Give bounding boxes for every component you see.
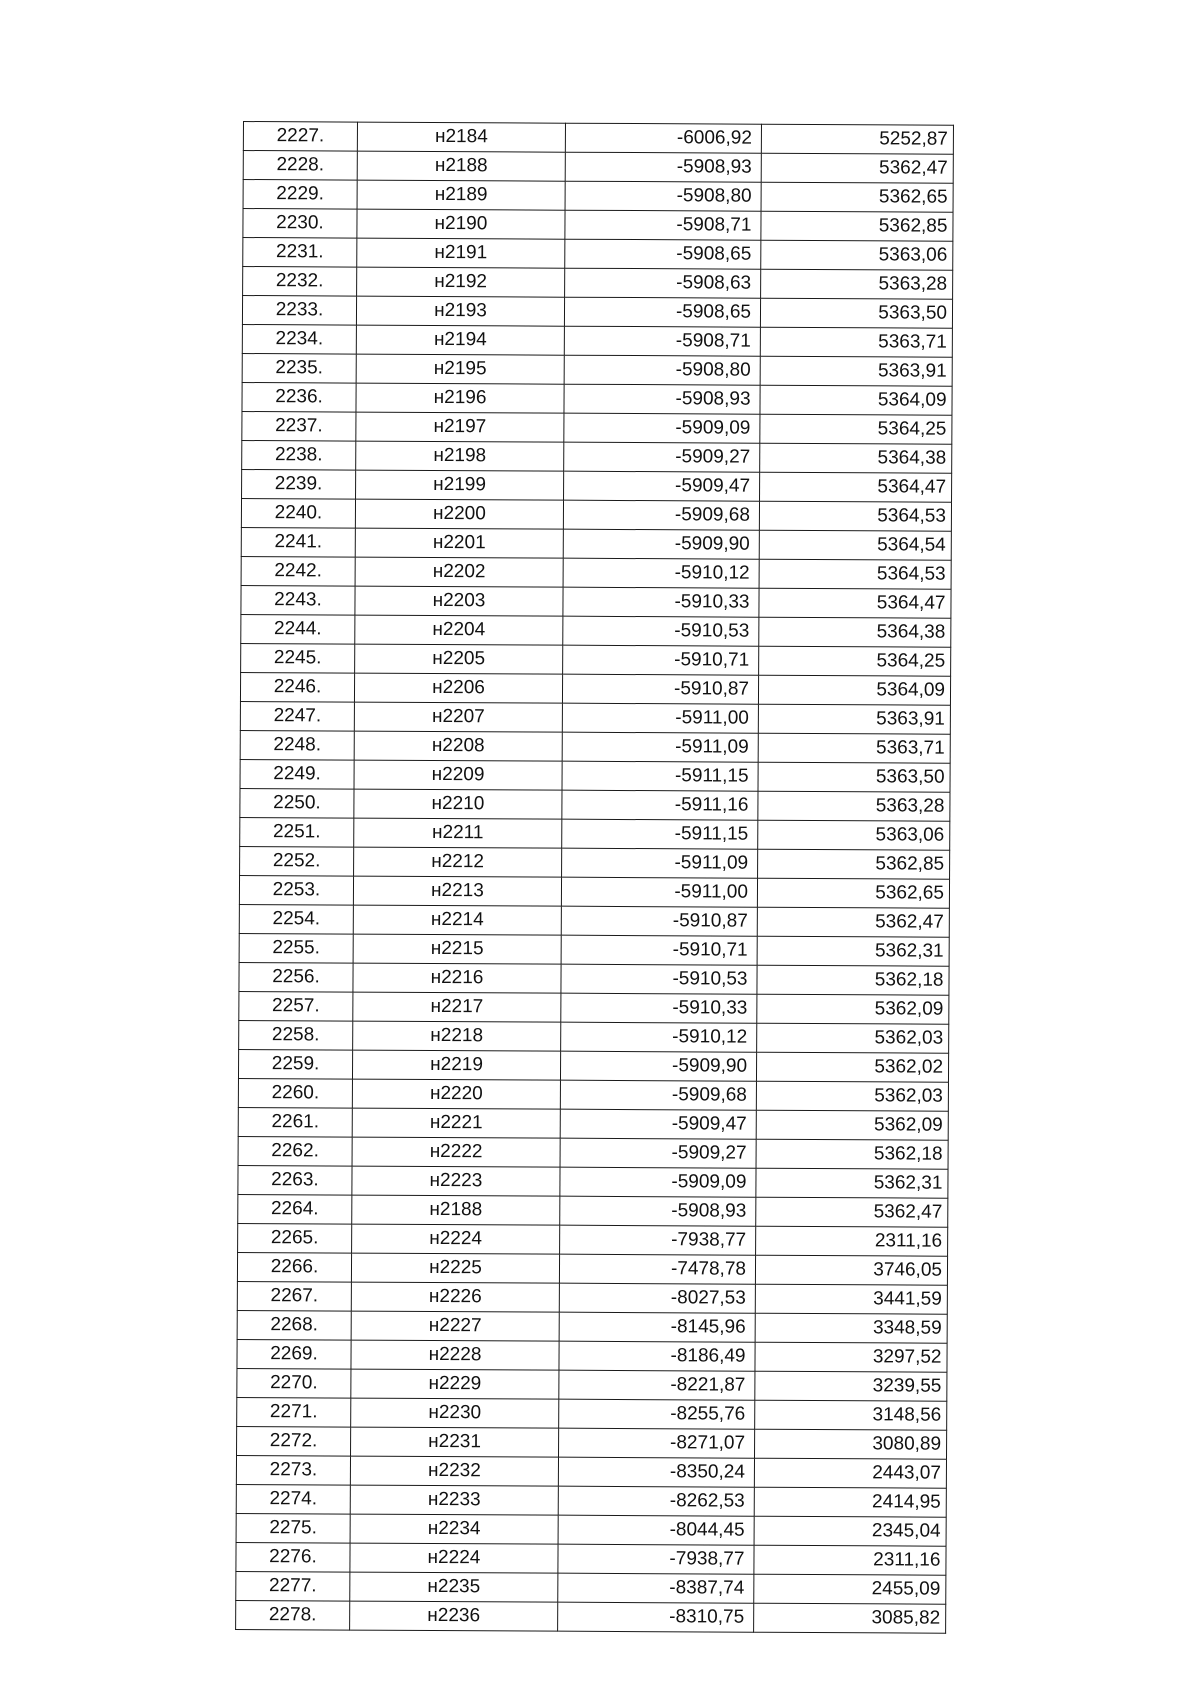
point-name-cell: н2233 bbox=[350, 1485, 558, 1515]
row-number-cell: 2231. bbox=[243, 238, 357, 268]
x-coordinate-cell: -5910,87 bbox=[562, 674, 758, 704]
x-coordinate-cell: -5909,09 bbox=[564, 413, 760, 443]
y-coordinate-cell: 5362,85 bbox=[758, 849, 950, 879]
x-coordinate-cell: -5910,12 bbox=[561, 1022, 757, 1052]
row-number-cell: 2257. bbox=[239, 991, 353, 1021]
point-name-cell: н2236 bbox=[350, 1601, 558, 1631]
row-number-cell: 2229. bbox=[243, 180, 357, 210]
row-number-cell: 2274. bbox=[236, 1484, 350, 1514]
coordinates-table-body bbox=[236, 122, 954, 1634]
y-coordinate-cell: 3148,56 bbox=[755, 1400, 947, 1430]
row-number-cell: 2230. bbox=[243, 209, 357, 239]
table-row bbox=[239, 904, 949, 937]
point-name-cell: н2232 bbox=[350, 1456, 558, 1486]
y-coordinate-cell: 5362,09 bbox=[756, 1110, 948, 1140]
x-coordinate-cell: -5908,80 bbox=[564, 355, 760, 385]
table-row bbox=[238, 1194, 948, 1227]
row-number-cell: 2268. bbox=[237, 1310, 351, 1340]
table-row bbox=[237, 1339, 947, 1372]
point-name-cell: н2224 bbox=[352, 1224, 560, 1254]
row-number-cell: 2262. bbox=[238, 1136, 352, 1166]
x-coordinate-cell: -8350,24 bbox=[558, 1457, 754, 1487]
table-row bbox=[238, 1049, 948, 1082]
row-number-cell: 2253. bbox=[239, 875, 353, 905]
y-coordinate-cell: 5362,65 bbox=[757, 878, 949, 908]
x-coordinate-cell: -5910,71 bbox=[561, 935, 757, 965]
table-row bbox=[239, 933, 949, 966]
row-number-cell: 2244. bbox=[241, 614, 355, 644]
x-coordinate-cell: -7478,78 bbox=[559, 1254, 755, 1284]
table-row bbox=[237, 1397, 947, 1430]
point-name-cell: н2215 bbox=[353, 934, 561, 964]
x-coordinate-cell: -5910,53 bbox=[561, 964, 757, 994]
table-row bbox=[240, 701, 950, 734]
table-row bbox=[236, 1542, 946, 1575]
y-coordinate-cell: 5362,31 bbox=[756, 1168, 948, 1198]
row-number-cell: 2258. bbox=[239, 1020, 353, 1050]
y-coordinate-cell: 5362,47 bbox=[761, 153, 953, 183]
row-number-cell: 2232. bbox=[243, 267, 357, 297]
point-name-cell: н2214 bbox=[353, 905, 561, 935]
y-coordinate-cell: 3085,82 bbox=[754, 1603, 946, 1633]
y-coordinate-cell: 5362,02 bbox=[756, 1052, 948, 1082]
table-row bbox=[238, 1078, 948, 1111]
row-number-cell: 2272. bbox=[237, 1426, 351, 1456]
y-coordinate-cell: 3441,59 bbox=[755, 1284, 947, 1314]
point-name-cell: н2197 bbox=[356, 412, 564, 442]
table-row bbox=[237, 1281, 947, 1314]
point-name-cell: н2203 bbox=[355, 586, 563, 616]
x-coordinate-cell: -8387,74 bbox=[558, 1573, 754, 1603]
row-number-cell: 2266. bbox=[237, 1252, 351, 1282]
table-row bbox=[242, 296, 952, 329]
x-coordinate-cell: -8271,07 bbox=[559, 1428, 755, 1458]
row-number-cell: 2267. bbox=[237, 1281, 351, 1311]
table-row bbox=[240, 846, 950, 879]
point-name-cell: н2226 bbox=[351, 1282, 559, 1312]
row-number-cell: 2235. bbox=[242, 353, 356, 383]
x-coordinate-cell: -5911,09 bbox=[562, 848, 758, 878]
row-number-cell: 2238. bbox=[242, 440, 356, 470]
x-coordinate-cell: -8255,76 bbox=[559, 1399, 755, 1429]
row-number-cell: 2251. bbox=[240, 817, 354, 847]
x-coordinate-cell: -5909,27 bbox=[564, 442, 760, 472]
table-row bbox=[240, 730, 950, 763]
y-coordinate-cell: 5362,65 bbox=[761, 182, 953, 212]
y-coordinate-cell: 5364,25 bbox=[760, 414, 952, 444]
row-number-cell: 2237. bbox=[242, 411, 356, 441]
y-coordinate-cell: 5363,06 bbox=[761, 240, 953, 270]
table-row bbox=[236, 1600, 946, 1633]
table-row bbox=[237, 1426, 947, 1459]
x-coordinate-cell: -5908,93 bbox=[560, 1196, 756, 1226]
y-coordinate-cell: 3746,05 bbox=[755, 1255, 947, 1285]
point-name-cell: н2230 bbox=[351, 1398, 559, 1428]
table-row bbox=[237, 1252, 947, 1285]
row-number-cell: 2234. bbox=[242, 324, 356, 354]
row-number-cell: 2273. bbox=[236, 1455, 350, 1485]
y-coordinate-cell: 5362,47 bbox=[757, 907, 949, 937]
row-number-cell: 2269. bbox=[237, 1339, 351, 1369]
x-coordinate-cell: -7938,77 bbox=[558, 1544, 754, 1574]
point-name-cell: н2234 bbox=[350, 1514, 558, 1544]
x-coordinate-cell: -5911,15 bbox=[562, 819, 758, 849]
x-coordinate-cell: -5908,93 bbox=[565, 152, 761, 182]
row-number-cell: 2240. bbox=[241, 498, 355, 528]
table-row bbox=[239, 875, 949, 908]
table-row bbox=[240, 817, 950, 850]
point-name-cell: н2223 bbox=[352, 1166, 560, 1196]
y-coordinate-cell: 5363,91 bbox=[760, 356, 952, 386]
y-coordinate-cell: 5363,28 bbox=[761, 269, 953, 299]
table-row bbox=[242, 324, 952, 357]
point-name-cell: н2221 bbox=[352, 1108, 560, 1138]
table-row bbox=[238, 1223, 948, 1256]
point-name-cell: н2200 bbox=[355, 499, 563, 529]
point-name-cell: н2216 bbox=[353, 963, 561, 993]
point-name-cell: н2235 bbox=[350, 1572, 558, 1602]
row-number-cell: 2276. bbox=[236, 1542, 350, 1572]
table-row bbox=[240, 672, 950, 705]
row-number-cell: 2275. bbox=[236, 1513, 350, 1543]
row-number-cell: 2242. bbox=[241, 556, 355, 586]
row-number-cell: 2265. bbox=[238, 1223, 352, 1253]
y-coordinate-cell: 5362,31 bbox=[757, 936, 949, 966]
row-number-cell: 2228. bbox=[243, 151, 357, 181]
y-coordinate-cell: 2311,16 bbox=[754, 1545, 946, 1575]
row-number-cell: 2239. bbox=[242, 469, 356, 499]
x-coordinate-cell: -5910,87 bbox=[561, 906, 757, 936]
y-coordinate-cell: 5364,09 bbox=[760, 385, 952, 415]
table-row bbox=[240, 788, 950, 821]
table-row bbox=[241, 556, 951, 589]
point-name-cell: н2224 bbox=[350, 1543, 558, 1573]
row-number-cell: 2263. bbox=[238, 1165, 352, 1195]
x-coordinate-cell: -5910,71 bbox=[563, 645, 759, 675]
table-row bbox=[241, 585, 951, 618]
table-row bbox=[236, 1484, 946, 1517]
table-row bbox=[241, 527, 951, 560]
table-row bbox=[239, 1020, 949, 1053]
y-coordinate-cell: 5364,38 bbox=[760, 443, 952, 473]
table-row bbox=[239, 962, 949, 995]
point-name-cell: н2227 bbox=[351, 1311, 559, 1341]
point-name-cell: н2213 bbox=[353, 876, 561, 906]
y-coordinate-cell: 5362,18 bbox=[757, 965, 949, 995]
row-number-cell: 2227. bbox=[243, 122, 357, 152]
row-number-cell: 2241. bbox=[241, 527, 355, 557]
y-coordinate-cell: 5362,03 bbox=[756, 1081, 948, 1111]
table-row bbox=[238, 1165, 948, 1198]
point-name-cell: н2196 bbox=[356, 383, 564, 413]
point-name-cell: н2192 bbox=[357, 267, 565, 297]
point-name-cell: н2228 bbox=[351, 1340, 559, 1370]
table-row bbox=[240, 759, 950, 792]
table-row bbox=[242, 353, 952, 386]
x-coordinate-cell: -5909,68 bbox=[560, 1080, 756, 1110]
y-coordinate-cell: 3239,55 bbox=[755, 1371, 947, 1401]
y-coordinate-cell: 5363,71 bbox=[758, 733, 950, 763]
table-row bbox=[243, 209, 953, 242]
y-coordinate-cell: 5364,09 bbox=[758, 675, 950, 705]
x-coordinate-cell: -5911,15 bbox=[562, 761, 758, 791]
point-name-cell: н2231 bbox=[351, 1427, 559, 1457]
table-row bbox=[241, 643, 951, 676]
row-number-cell: 2260. bbox=[238, 1078, 352, 1108]
point-name-cell: н2202 bbox=[355, 557, 563, 587]
y-coordinate-cell: 5363,91 bbox=[758, 704, 950, 734]
row-number-cell: 2277. bbox=[236, 1571, 350, 1601]
point-name-cell: н2229 bbox=[351, 1369, 559, 1399]
table-row bbox=[241, 614, 951, 647]
table-row bbox=[237, 1368, 947, 1401]
point-name-cell: н2207 bbox=[354, 702, 562, 732]
x-coordinate-cell: -5909,47 bbox=[564, 471, 760, 501]
y-coordinate-cell: 5362,03 bbox=[757, 1023, 949, 1053]
x-coordinate-cell: -8145,96 bbox=[559, 1312, 755, 1342]
point-name-cell: н2204 bbox=[355, 615, 563, 645]
table-row bbox=[239, 991, 949, 1024]
point-name-cell: н2201 bbox=[355, 528, 563, 558]
point-name-cell: н2190 bbox=[357, 209, 565, 239]
table-row bbox=[236, 1571, 946, 1604]
point-name-cell: н2209 bbox=[354, 760, 562, 790]
x-coordinate-cell: -8310,75 bbox=[558, 1602, 754, 1632]
row-number-cell: 2255. bbox=[239, 933, 353, 963]
y-coordinate-cell: 5362,85 bbox=[761, 211, 953, 241]
y-coordinate-cell: 2414,95 bbox=[754, 1487, 946, 1517]
table-row bbox=[242, 382, 952, 415]
x-coordinate-cell: -5909,90 bbox=[560, 1051, 756, 1081]
table-row bbox=[243, 151, 953, 184]
y-coordinate-cell: 2311,16 bbox=[756, 1226, 948, 1256]
point-name-cell: н2222 bbox=[352, 1137, 560, 1167]
table-row bbox=[238, 1136, 948, 1169]
x-coordinate-cell: -5910,12 bbox=[563, 558, 759, 588]
x-coordinate-cell: -8027,53 bbox=[559, 1283, 755, 1313]
row-number-cell: 2243. bbox=[241, 585, 355, 615]
table-row bbox=[243, 267, 953, 300]
x-coordinate-cell: -5910,33 bbox=[563, 587, 759, 617]
point-name-cell: н2220 bbox=[352, 1079, 560, 1109]
y-coordinate-cell: 3080,89 bbox=[755, 1429, 947, 1459]
x-coordinate-cell: -5908,80 bbox=[565, 181, 761, 211]
table-row bbox=[236, 1455, 946, 1488]
y-coordinate-cell: 2443,07 bbox=[754, 1458, 946, 1488]
row-number-cell: 2247. bbox=[240, 701, 354, 731]
table-row bbox=[242, 411, 952, 444]
x-coordinate-cell: -5909,90 bbox=[563, 529, 759, 559]
y-coordinate-cell: 2455,09 bbox=[754, 1574, 946, 1604]
point-name-cell: н2194 bbox=[356, 325, 564, 355]
x-coordinate-cell: -5909,09 bbox=[560, 1167, 756, 1197]
x-coordinate-cell: -6006,92 bbox=[565, 123, 761, 153]
x-coordinate-cell: -5911,16 bbox=[562, 790, 758, 820]
x-coordinate-cell: -8221,87 bbox=[559, 1370, 755, 1400]
y-coordinate-cell: 5363,28 bbox=[758, 791, 950, 821]
table-row bbox=[242, 469, 952, 502]
table-row bbox=[238, 1107, 948, 1140]
x-coordinate-cell: -5911,09 bbox=[562, 732, 758, 762]
point-name-cell: н2212 bbox=[354, 847, 562, 877]
table-row bbox=[243, 238, 953, 271]
row-number-cell: 2271. bbox=[237, 1397, 351, 1427]
x-coordinate-cell: -5911,00 bbox=[562, 703, 758, 733]
point-name-cell: н2218 bbox=[353, 1021, 561, 1051]
x-coordinate-cell: -5909,47 bbox=[560, 1109, 756, 1139]
coordinates-table bbox=[235, 121, 954, 1634]
x-coordinate-cell: -8044,45 bbox=[558, 1515, 754, 1545]
y-coordinate-cell: 5364,25 bbox=[759, 646, 951, 676]
y-coordinate-cell: 3297,52 bbox=[755, 1342, 947, 1372]
y-coordinate-cell: 5363,71 bbox=[760, 327, 952, 357]
point-name-cell: н2195 bbox=[356, 354, 564, 384]
x-coordinate-cell: -7938,77 bbox=[560, 1225, 756, 1255]
y-coordinate-cell: 5364,53 bbox=[759, 501, 951, 531]
row-number-cell: 2250. bbox=[240, 788, 354, 818]
x-coordinate-cell: -5908,65 bbox=[564, 297, 760, 327]
point-name-cell: н2208 bbox=[354, 731, 562, 761]
table-row bbox=[243, 122, 953, 155]
table-row bbox=[236, 1513, 946, 1546]
point-name-cell: н2188 bbox=[357, 151, 565, 181]
point-name-cell: н2217 bbox=[353, 992, 561, 1022]
table-row bbox=[243, 180, 953, 213]
row-number-cell: 2254. bbox=[239, 904, 353, 934]
point-name-cell: н2191 bbox=[357, 238, 565, 268]
y-coordinate-cell: 5364,54 bbox=[759, 530, 951, 560]
table-row bbox=[237, 1310, 947, 1343]
row-number-cell: 2248. bbox=[240, 730, 354, 760]
row-number-cell: 2270. bbox=[237, 1368, 351, 1398]
point-name-cell: н2193 bbox=[356, 296, 564, 326]
point-name-cell: н2205 bbox=[355, 644, 563, 674]
x-coordinate-cell: -8186,49 bbox=[559, 1341, 755, 1371]
row-number-cell: 2249. bbox=[240, 759, 354, 789]
x-coordinate-cell: -5908,65 bbox=[565, 239, 761, 269]
point-name-cell: н2198 bbox=[356, 441, 564, 471]
y-coordinate-cell: 5364,38 bbox=[759, 617, 951, 647]
x-coordinate-cell: -5908,63 bbox=[565, 268, 761, 298]
point-name-cell: н2225 bbox=[351, 1253, 559, 1283]
x-coordinate-cell: -5908,71 bbox=[565, 210, 761, 240]
x-coordinate-cell: -5910,53 bbox=[563, 616, 759, 646]
row-number-cell: 2236. bbox=[242, 382, 356, 412]
point-name-cell: н2210 bbox=[354, 789, 562, 819]
row-number-cell: 2261. bbox=[238, 1107, 352, 1137]
row-number-cell: 2245. bbox=[241, 643, 355, 673]
point-name-cell: н2184 bbox=[357, 122, 565, 152]
y-coordinate-cell: 2345,04 bbox=[754, 1516, 946, 1546]
y-coordinate-cell: 5363,06 bbox=[758, 820, 950, 850]
row-number-cell: 2256. bbox=[239, 962, 353, 992]
row-number-cell: 2252. bbox=[240, 846, 354, 876]
y-coordinate-cell: 5362,18 bbox=[756, 1139, 948, 1169]
table-row bbox=[241, 498, 951, 531]
point-name-cell: н2189 bbox=[357, 180, 565, 210]
point-name-cell: н2211 bbox=[354, 818, 562, 848]
x-coordinate-cell: -8262,53 bbox=[558, 1486, 754, 1516]
row-number-cell: 2259. bbox=[238, 1049, 352, 1079]
x-coordinate-cell: -5908,93 bbox=[564, 384, 760, 414]
y-coordinate-cell: 5362,47 bbox=[756, 1197, 948, 1227]
point-name-cell: н2188 bbox=[352, 1195, 560, 1225]
row-number-cell: 2278. bbox=[236, 1600, 350, 1630]
row-number-cell: 2264. bbox=[238, 1194, 352, 1224]
row-number-cell: 2233. bbox=[242, 296, 356, 326]
row-number-cell: 2246. bbox=[240, 672, 354, 702]
x-coordinate-cell: -5909,27 bbox=[560, 1138, 756, 1168]
point-name-cell: н2219 bbox=[352, 1050, 560, 1080]
x-coordinate-cell: -5908,71 bbox=[564, 326, 760, 356]
y-coordinate-cell: 5363,50 bbox=[758, 762, 950, 792]
y-coordinate-cell: 5363,50 bbox=[760, 298, 952, 328]
y-coordinate-cell: 5252,87 bbox=[761, 124, 953, 154]
point-name-cell: н2206 bbox=[354, 673, 562, 703]
point-name-cell: н2199 bbox=[356, 470, 564, 500]
x-coordinate-cell: -5911,00 bbox=[561, 877, 757, 907]
y-coordinate-cell: 5364,47 bbox=[759, 588, 951, 618]
y-coordinate-cell: 3348,59 bbox=[755, 1313, 947, 1343]
x-coordinate-cell: -5910,33 bbox=[561, 993, 757, 1023]
table-row bbox=[242, 440, 952, 473]
y-coordinate-cell: 5364,53 bbox=[759, 559, 951, 589]
y-coordinate-cell: 5362,09 bbox=[757, 994, 949, 1024]
y-coordinate-cell: 5364,47 bbox=[760, 472, 952, 502]
x-coordinate-cell: -5909,68 bbox=[563, 500, 759, 530]
